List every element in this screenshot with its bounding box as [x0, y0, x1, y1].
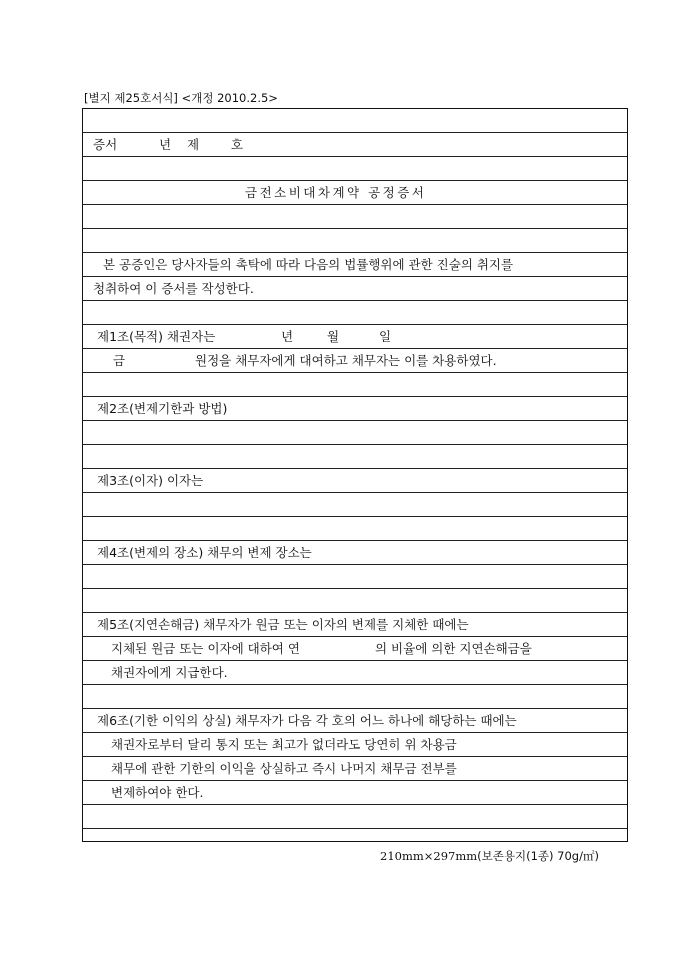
blank-row: [83, 373, 627, 397]
paper-type: (보존용지(1종) 70g/㎡): [477, 849, 599, 863]
certificate-year-label: 년: [159, 137, 172, 152]
blank-row: [83, 421, 627, 445]
certificate-je-label: 제: [187, 137, 200, 152]
preamble-row-1: [83, 253, 627, 277]
article6-row-4: [83, 781, 627, 805]
article5-text-3: 채권자에게 지급한다.: [111, 665, 228, 680]
preamble-text-1: 본 공증인은 당사자들의 촉탁에 따라 다음의 법률행위에 관한 진술의 취지를: [103, 257, 514, 272]
article5-row-3: [83, 661, 627, 685]
article1-amount-label: 금: [113, 353, 126, 368]
article3-row: [83, 469, 627, 493]
blank-row: [83, 229, 627, 253]
preamble-text-2: 청취하여 이 증서를 작성한다.: [93, 281, 254, 296]
form-number-label: [별지 제25호서식] <개정 2010.2.5>: [84, 91, 278, 105]
blank-row: [83, 157, 627, 181]
blank-row: [83, 565, 627, 589]
article2-heading: 제2조(변제기한과 방법): [97, 401, 228, 416]
blank-row: [83, 589, 627, 613]
article1-year-label: 년: [281, 329, 294, 344]
article2-row: [83, 397, 627, 421]
blank-row: [83, 493, 627, 517]
article6-text-2: 채권자로부터 달리 통지 또는 최고가 없더라도 당연히 위 차용금: [111, 737, 457, 752]
title-row: [83, 181, 627, 205]
article5-text-1: 제5조(지연손해금) 채무자가 원금 또는 이자의 변제를 지체한 때에는: [97, 617, 469, 632]
paper-size: 210mm×297mm: [380, 849, 478, 863]
article5-text-2a: 지체된 원금 또는 이자에 대하여 연: [111, 641, 300, 656]
article1-row-2: [83, 349, 627, 373]
article6-text-4: 변제하여야 한다.: [111, 785, 204, 800]
article1-text-2: 원정을 채무자에게 대여하고 채무자는 이를 차용하였다.: [195, 353, 497, 368]
preamble-row-2: [83, 277, 627, 301]
article6-row-1: [83, 709, 627, 733]
blank-row: [83, 685, 627, 709]
article5-text-2b: 의 비율에 의한 지연손해금을: [375, 641, 532, 656]
article6-row-2: [83, 733, 627, 757]
blank-row: [83, 301, 627, 325]
article4-heading: 제4조(변제의 장소) 채무의 변제 장소는: [97, 545, 312, 560]
article3-heading: 제3조(이자) 이자는: [97, 473, 204, 488]
article5-row-2: [83, 637, 627, 661]
blank-row: [83, 109, 627, 133]
article5-row-1: [83, 613, 627, 637]
article6-text-1: 제6조(기한 이익의 상실) 채무자가 다음 각 호의 어느 하나에 해당하는 때에는: [97, 713, 517, 728]
paper-spec-footer: [380, 848, 599, 864]
article1-row-1: [83, 325, 627, 349]
blank-row: [83, 517, 627, 541]
certificate-number-row: [83, 133, 627, 157]
article6-text-3: 채무에 관한 기한의 이익을 상실하고 즉시 나머지 채무금 전부를: [111, 761, 457, 776]
article1-heading: 제1조(목적) 채권자는: [97, 329, 216, 344]
certificate-label: 증서: [93, 137, 118, 152]
blank-row: [83, 205, 627, 229]
article1-month-label: 월: [327, 329, 340, 344]
article1-day-label: 일: [379, 329, 392, 344]
blank-row: [83, 445, 627, 469]
document-title: 금전소비대차계약 공정증서: [245, 185, 427, 200]
article6-row-3: [83, 757, 627, 781]
certificate-ho-label: 호: [231, 137, 244, 152]
article4-row: [83, 541, 627, 565]
blank-row: [83, 805, 627, 829]
notarial-deed-form: [82, 108, 628, 842]
